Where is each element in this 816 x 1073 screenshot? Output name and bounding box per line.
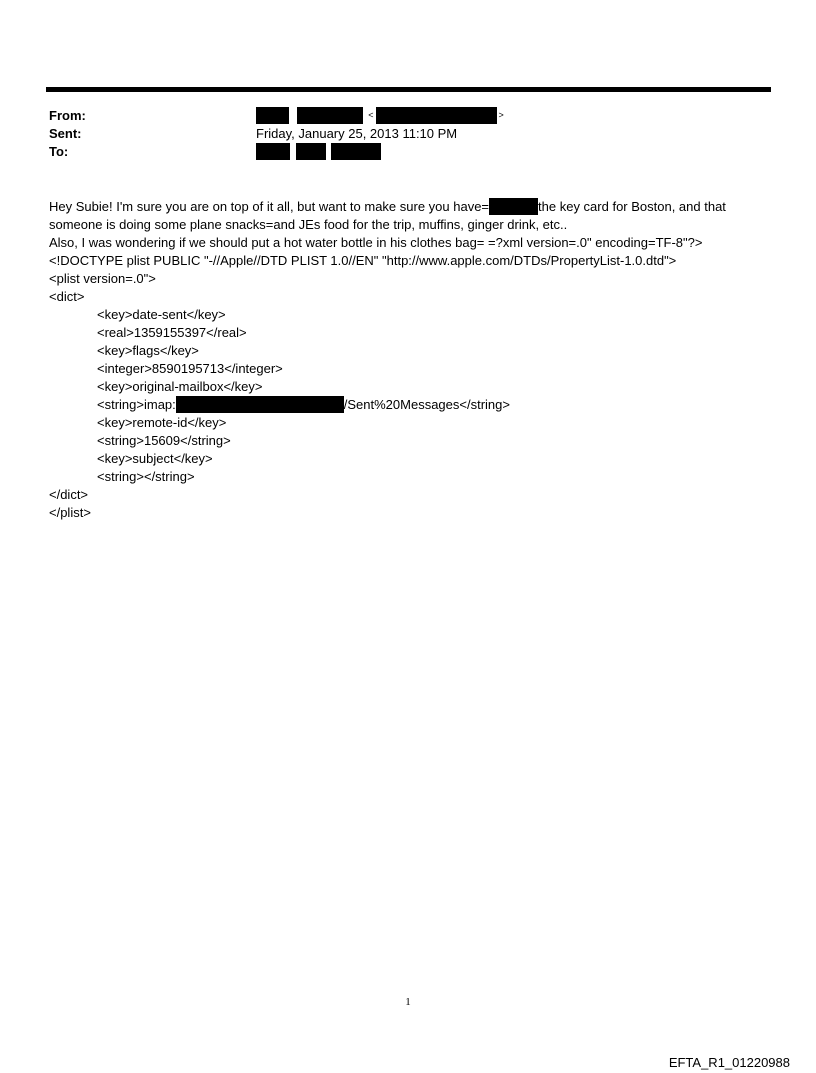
body-text: the key card for Boston, and that bbox=[538, 199, 726, 214]
body-text: Hey Subie! I'm sure you are on top of it all, but want to make sure you have= bbox=[49, 199, 490, 214]
to-value bbox=[256, 143, 381, 161]
redaction-block bbox=[489, 198, 538, 215]
from-label: From: bbox=[49, 108, 86, 123]
body-text: /Sent%20Messages</string> bbox=[343, 397, 510, 412]
close-bracket: > bbox=[498, 110, 504, 120]
body-line: <real>1359155397</real> bbox=[97, 325, 247, 340]
body-line: <integer>8590195713</integer> bbox=[97, 361, 283, 376]
body-line: <key>original-mailbox</key> bbox=[97, 379, 263, 394]
body-text: <string>imap: bbox=[97, 397, 176, 412]
body-line: <plist version=.0"> bbox=[49, 271, 156, 286]
body-line: <key>remote-id</key> bbox=[97, 415, 227, 430]
redaction-block bbox=[376, 107, 497, 124]
page-number: 1 bbox=[405, 996, 411, 1008]
body-line bbox=[49, 198, 769, 216]
body-line: <!DOCTYPE plist PUBLIC "-//Apple//DTD PLIST 1.0//EN" "http://www.apple.com/DTDs/PropertyList-1.0.dtd"> bbox=[49, 253, 677, 268]
open-bracket: < bbox=[368, 110, 374, 120]
body-line: </dict> bbox=[49, 487, 89, 502]
from-value bbox=[256, 107, 506, 125]
body-line: </plist> bbox=[49, 505, 91, 520]
body-line: <key>flags</key> bbox=[97, 343, 199, 358]
body-line: someone is doing some plane snacks=and JEs food for the trip, muffins, ginger drink, etc.. bbox=[49, 217, 568, 232]
document-id: EFTA_R1_01220988 bbox=[668, 1055, 790, 1070]
sent-label: Sent: bbox=[49, 126, 82, 141]
top-rule bbox=[46, 87, 771, 92]
redaction-block bbox=[176, 396, 344, 413]
body-line: <dict> bbox=[49, 289, 85, 304]
redaction-block bbox=[331, 143, 381, 160]
to-label: To: bbox=[49, 144, 69, 159]
body-line bbox=[49, 396, 769, 414]
email-body bbox=[49, 198, 769, 522]
redaction-block bbox=[256, 107, 289, 124]
body-line: <string>15609</string> bbox=[97, 433, 231, 448]
redaction-block bbox=[297, 107, 363, 124]
body-line: Also, I was wondering if we should put a hot water bottle in his clothes bag= =?xml version=.0" encoding=TF-8"?> bbox=[49, 235, 703, 250]
redaction-block bbox=[296, 143, 326, 160]
body-line: <string></string> bbox=[97, 469, 195, 484]
body-line: <key>subject</key> bbox=[97, 451, 213, 466]
redaction-block bbox=[256, 143, 290, 160]
body-line: <key>date-sent</key> bbox=[97, 307, 226, 322]
sent-value: Friday, January 25, 2013 11:10 PM bbox=[256, 126, 458, 141]
